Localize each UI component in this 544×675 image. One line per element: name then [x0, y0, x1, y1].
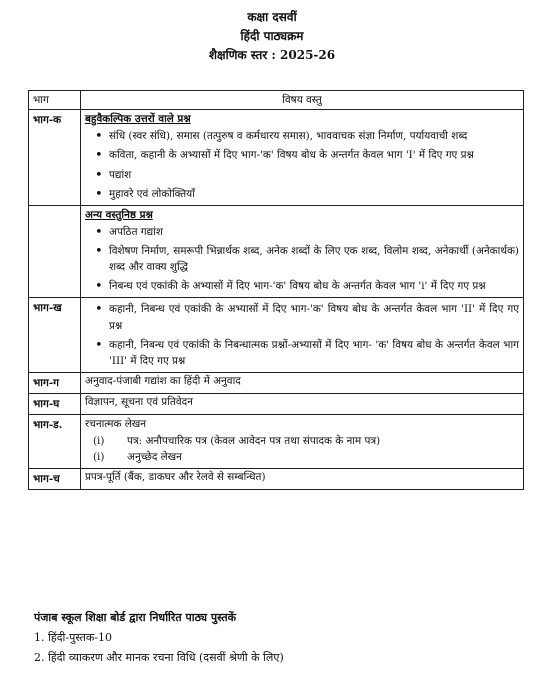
list-item: 1. हिंदी-पुस्तक-10 [48, 628, 284, 648]
bullet-list [85, 224, 519, 295]
content-cell: प्रपत्र-पूर्ति (बैंक, डाकघर और रेलवे से सम्बन्धित) [81, 468, 524, 489]
class-title: कक्षा दसवीं [247, 10, 297, 24]
section-text: रचनात्मक लेखन [85, 418, 147, 431]
list-item: • अपठित गद्यांश [109, 224, 519, 240]
part-label: भाग-ख [29, 298, 81, 373]
section-heading: अन्य वस्तुनिष्ठ प्रश्न [85, 208, 153, 221]
list-item: • कहानी, निबन्ध एवं एकांकी के अभ्यासों में दिए भाग-'क' विषय बोध के अन्तर्गत केवल भाग 'II' में दिए गए प्रश्न [109, 301, 519, 333]
books-title: पंजाब स्कूल शिक्षा बोर्ड द्वारा निर्धारित पाठ्य पुस्तकें [34, 611, 237, 624]
table-row-ga [29, 372, 524, 393]
col-header-part: भाग [29, 91, 81, 110]
part-label: भाग-च [29, 468, 81, 489]
part-label: भाग-घ [29, 394, 81, 415]
bullet-list [85, 128, 519, 202]
sub-item-text: अनुच्छेद लेखन [127, 451, 182, 464]
page-header [0, 8, 544, 65]
table-header-row [29, 91, 524, 110]
sub-item-number: (i) [93, 451, 105, 464]
list-item: • पद्यांश [109, 167, 519, 183]
list-item: • विशेषण निर्माण, समरूपी भिन्नार्थक शब्द, अनेक शब्दों के लिए एक शब्द, विलोम शब्द, अनेकार्थी (अनेकार्थक) शब्द और वाक्य शुद्धि [109, 243, 519, 275]
content-cell [81, 415, 524, 468]
bullet-list [85, 301, 519, 369]
part-label [29, 205, 81, 298]
col-header-content: विषय वस्तु [81, 91, 524, 110]
table-row-nga [29, 415, 524, 468]
table-row-kha [29, 298, 524, 373]
content-cell [81, 110, 524, 206]
part-label: भाग-ड. [29, 415, 81, 468]
books-list [28, 628, 284, 668]
list-item: • संधि (स्वर संधि), समास (तत्पुरुष व कर्मधारय समास), भाववाचक संज्ञा निर्माण, पर्यायवाची शब्द [109, 128, 519, 144]
content-cell: अनुवाद-पंजाबी गद्यांश का हिंदी में अनुवाद [81, 372, 524, 393]
course-title: हिंदी पाठ्यक्रम [240, 29, 304, 43]
sub-item [85, 449, 519, 465]
content-cell [81, 298, 524, 373]
sub-item-text: पत्र: अनौपचारिक पत्र (केवल आवेदन पत्र तथा संपादक के नाम पत्र) [127, 435, 381, 448]
table-row-ka [29, 110, 524, 206]
part-label: भाग-ग [29, 372, 81, 393]
table-row-gha [29, 394, 524, 415]
list-item: • कहानी, निबन्ध एवं एकांकी के निबन्धात्मक प्रश्नों-अभ्यासों में दिए भाग- 'क' विषय बोध के अन्तर्गत केवल भाग 'III' में दिए गए प्रश्न [109, 337, 519, 369]
table-row-ka-objective [29, 205, 524, 298]
list-item: • मुहावरे एवं लोकोक्तियाँ [109, 186, 519, 202]
sub-item [85, 433, 519, 449]
prescribed-books [28, 608, 284, 668]
list-item: • निबन्ध एवं एकांकी के अभ्यासों में दिए भाग-'क' विषय बोध के अन्तर्गत केवल भाग 'i' में दिए गए प्रश्न [109, 278, 519, 294]
content-cell: विज्ञापन, सूचना एवं प्रतिवेदन [81, 394, 524, 415]
list-item: • कविता, कहानी के अभ्यासों में दिए भाग-'क' विषय बोध के अन्तर्गत केवल भाग 'I' में दिए गए प्रश्न [109, 147, 519, 163]
syllabus-table [28, 90, 524, 490]
content-cell [81, 205, 524, 298]
list-item: 2. हिंदी व्याकरण और मानक रचना विधि (दसवीं श्रेणी के लिए) [48, 648, 284, 668]
session-title: शैक्षणिक स्तर : 2025-26 [208, 48, 336, 62]
sub-item-number: (i) [93, 435, 105, 448]
table-row-cha [29, 468, 524, 489]
section-heading: बहुवैकल्पिक उत्तरों वाले प्रश्न [85, 113, 191, 126]
part-label: भाग-क [29, 110, 81, 206]
